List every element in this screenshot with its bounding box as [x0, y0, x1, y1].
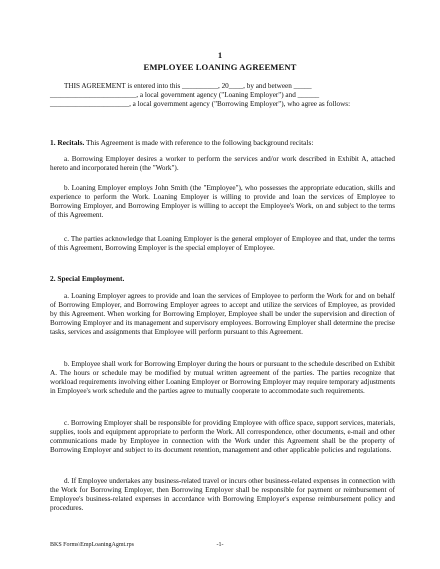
section1-title: Recitals. [57, 138, 85, 147]
footer-page-number: -1- [216, 542, 224, 548]
special-employment-a: a. Loaning Employer agrees to provide and loan the services of Employee to perform the Work for and on behalf of Borrowing Employer, and Borrowing Employer agrees to accept and utilize the services of Employee, as provided by this Agreement. When working for Borrowing Employer, Employee shall be under the supervision and direction of Borrowing Employer and its management and supervisory employees. Borrowing Employer shall determine the precise tasks, services and assignments that Employee will perform pursuant to this Agreement. [50, 292, 395, 336]
section1-heading [50, 138, 313, 147]
footer-file-path: BKS Forms\EmpLoaningAgmt.rps [50, 542, 135, 548]
section2-title: 2. Special Employment. [50, 274, 125, 283]
recital-b: b. Loaning Employer employs John Smith (the "Employee"), who possesses the appropriate education, skills and experience to perform the Work. Loaning Employer is willing to provide and loan the services of Employee to Borrowing Employer, and Borrowing Employer is willing to accept the Employee's Work, on and subject to the terms of this Agreement. [50, 184, 395, 219]
intro-paragraph [50, 82, 395, 109]
special-employment-b: b. Employee shall work for Borrowing Employer during the hours or pursuant to the schedule described on Exhibit A. The hours or schedule may be modified by mutual written agreement of the parties. The parties recognize that workload requirements involving either Loaning Employer or Borrowing Employer may require temporary adjustments in Employee's work schedule and the parties agree to mutually cooperate to accommodate such requirements. [50, 360, 395, 395]
intro-line-3: ______________________, a local government agency ("Borrowing Employer"), who agree as follows: [50, 99, 351, 108]
page-number-top: 1 [217, 50, 223, 60]
intro-line-2: ________________________, a local government agency ("Loaning Employer") and ______ [50, 90, 320, 99]
section2-heading [50, 274, 124, 283]
recital-a: a. Borrowing Employer desires a worker to perform the services and/or work described in Exhibit A, attached hereto and incorporated herein (the "Work"). [50, 155, 395, 172]
document-title: EMPLOYEE LOANING AGREEMENT [143, 62, 297, 72]
recital-c: c. The parties acknowledge that Loaning Employer is the general employer of Employee and that, under the terms of this Agreement, Borrowing Employer is the special employer of Employee. [50, 235, 395, 252]
special-employment-d: d. If Employee undertakes any business-related travel or incurs other business-related expenses in connection with the Work for Borrowing Employer, then Borrowing Employer shall be responsible for payment or reimbursement of Employee's business-related expenses in accordance with Borrowing Employer's expense reimbursement policy and procedures. [50, 477, 395, 512]
section1-number: 1. [50, 138, 56, 147]
special-employment-c: c. Borrowing Employer shall be responsible for providing Employee with office space, support services, materials, supplies, tools and equipment appropriate to perform the Work. All correspondence, other documents, e-mail and other communications made by Employee in connection with the Work under this Agreement shall be the property of Borrowing Employer and subject to its document retention, management and other applicable policies and regulations. [50, 419, 395, 454]
section1-heading-text: This Agreement is made with reference to the following background recitals: [84, 138, 314, 147]
intro-line-1: THIS AGREEMENT is entered into this __________, 20____, by and between _____ [64, 82, 312, 90]
